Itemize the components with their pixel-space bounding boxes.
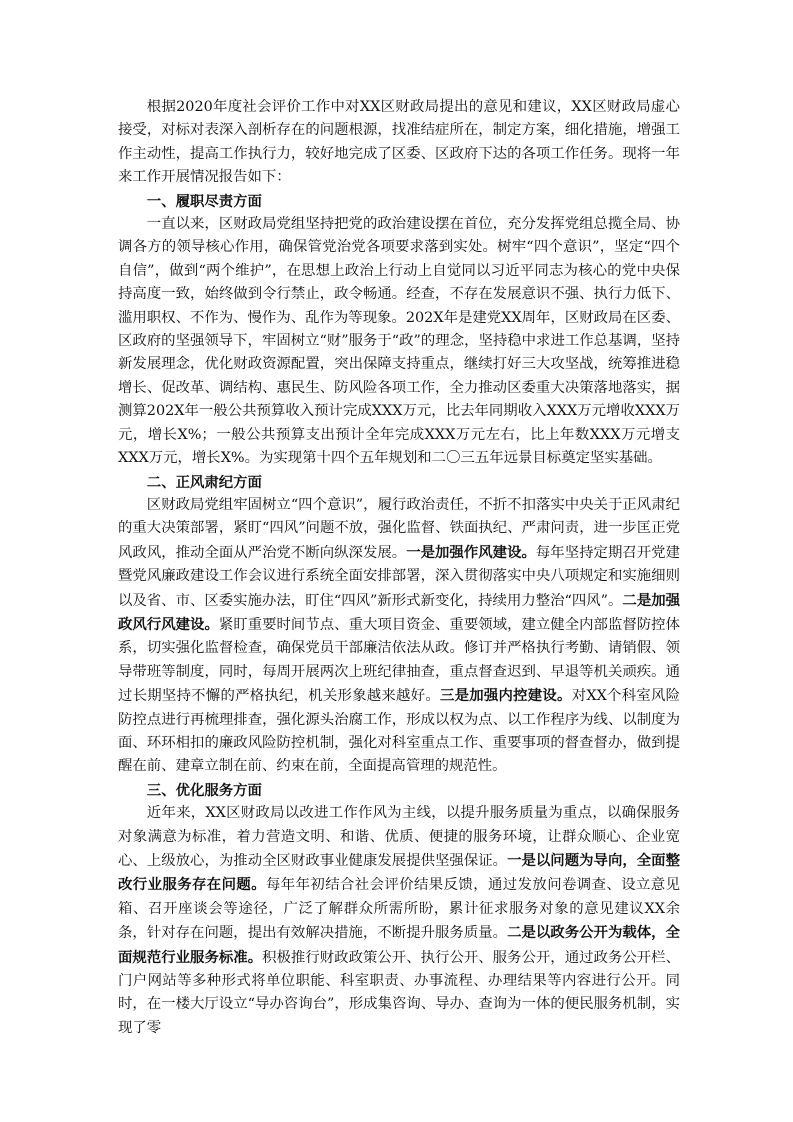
discipline-text-2: 每年坚持定期召开党建暨党风廉政建设工作会议进行系统全面安排部署，深入贯彻落实中央八项规定和实施细则以及省、市、区委实施办法，盯住“四风”新形式新变化，持续用力整治“四风”。 <box>118 544 680 609</box>
service-text-2: 每年年初结合社会评价结果反馈，通过发放问卷调查、设立意见箱、召开座谈会等途径，广泛了解群众所需所盼，累计征求服务对象的意见建议XX余条，针对存在问题，提出有效解决措施，不断提升服务质量。 <box>118 877 680 942</box>
discipline-text-3: 紧盯重要时间节点、重大项目资金、重要领域，建立健全内部监督防控体系，切实强化监督检查，确保党员干部廉洁依法从政。修订并严格执行考勤、请销假、领导带班等制度，同时，每周开展两次上班纪律抽查，重点督查迟到、早退等机关顽疾。通过长期坚持不懈的严格执纪，机关形象越来越好。 <box>118 616 680 705</box>
service-text-3: 积极推行财政政策公开、执行公开、服务公开，通过政务公开栏、门户网站等多种形式将单位职能、科室职责、办事流程、办理结果等内容进行公开。同时，在一楼大厅设立“导办咨询台”，形成集咨询、导办、查询为一体的便民服务机制，实现了零 <box>118 949 680 1036</box>
discipline-point-3: 三是加强内控建设。 <box>439 687 572 705</box>
service-text-1: 近年来，XX区财政局以改进工作作风为主线，以提升服务质量为重点，以确保服务对象满意为标准，着力营造文明、和谐、优质、便捷的服务环境，让群众顺心、企业宽心、上级放心，为推动全区财政事业健康发展提供坚强保证。 <box>118 805 680 869</box>
section-paragraph-discipline <box>118 494 680 779</box>
discipline-text-4: 对XX个科室风险防控点进行再梳理排查，强化源头治腐工作，形成以权为点、以工作程序为线、以制度为面、环环相扣的廉政风险防控机制，强化对科室重点工作、重要事项的督查督办，做到提醒在前、建章立制在前、约束在前，全面提高管理的规范性。 <box>118 688 680 775</box>
intro-paragraph: 根据2020年度社会评价工作中对XX区财政局提出的意见和建议，XX区财政局虚心接受，对标对表深入剖析存在的问题根源，找准结症所在，制定方案，细化措施，增强工作主动性，提高工作执行力，较好地完成了区委、区政府下达的各项工作任务。现将一年来工作开展情况报告如下： <box>118 99 680 186</box>
section-heading-duty: 一、履职尽责方面 <box>146 192 262 210</box>
section-paragraph-service <box>118 802 680 1040</box>
document-page <box>118 96 680 1040</box>
discipline-text-1: 区财政局党组牢固树立“四个意识”，履行政治责任，不折不扣落实中央关于正风肃纪的重大决策部署，紧盯“四风”问题不放，强化监督、铁面执纪、严肃问责，进一步匡正党风政风，推动全面从严治党不断向纵深发展。 <box>118 496 680 561</box>
section-heading-service: 三、优化服务方面 <box>146 781 262 799</box>
section-heading-discipline: 二、正风肃纪方面 <box>146 473 262 491</box>
service-point-1: 一是以问题为导向，全面整改行业服务存在问题。 <box>118 852 680 894</box>
discipline-point-2: 二是加强政风行风建设。 <box>118 591 680 633</box>
section-paragraph-duty: 一直以来，区财政局党组坚持把党的政治建设摆在首位，充分发挥党组总揽全局、协调各方的领导核心作用，确保管党治党各项要求落到实处。树牢“四个意识”，坚定“四个自信”，做到“两个维护”，在思想上政治上行动上自觉同以习近平同志为核心的党中央保持高度一致，始终做到令行禁止，政令畅通。经查，不存在发展意识不强、执行力低下、滥用职权、不作为、慢作为、乱作为等现象。202X年是建党XX周年，区财政局在区委、区政府的坚强领导下，牢固树立“财”服务于“政”的理念，坚持稳中求进工作总基调，坚持新发展理念，优化财政资源配置，突出保障支持重点，继续打好三大攻坚战，统筹推进稳增长、促改革、调结构、惠民生、防风险各项工作，全力推动区委重大决策落地落实，据测算202X年一般公共预算收入预计完成XXX万元，比去年同期收入XXX万元增收XXX万元，增长X%；一般公共预算支出预计全年完成XXX万元左右，比上年数XXX万元增支XXX万元，增长X%。为实现第十四个五年规划和二〇三五年远景目标奠定坚实基础。 <box>118 216 680 467</box>
discipline-point-1: 一是加强作风建设。 <box>406 543 536 561</box>
service-point-2: 二是以政务公开为载体，全面规范行业服务标准。 <box>118 924 680 966</box>
